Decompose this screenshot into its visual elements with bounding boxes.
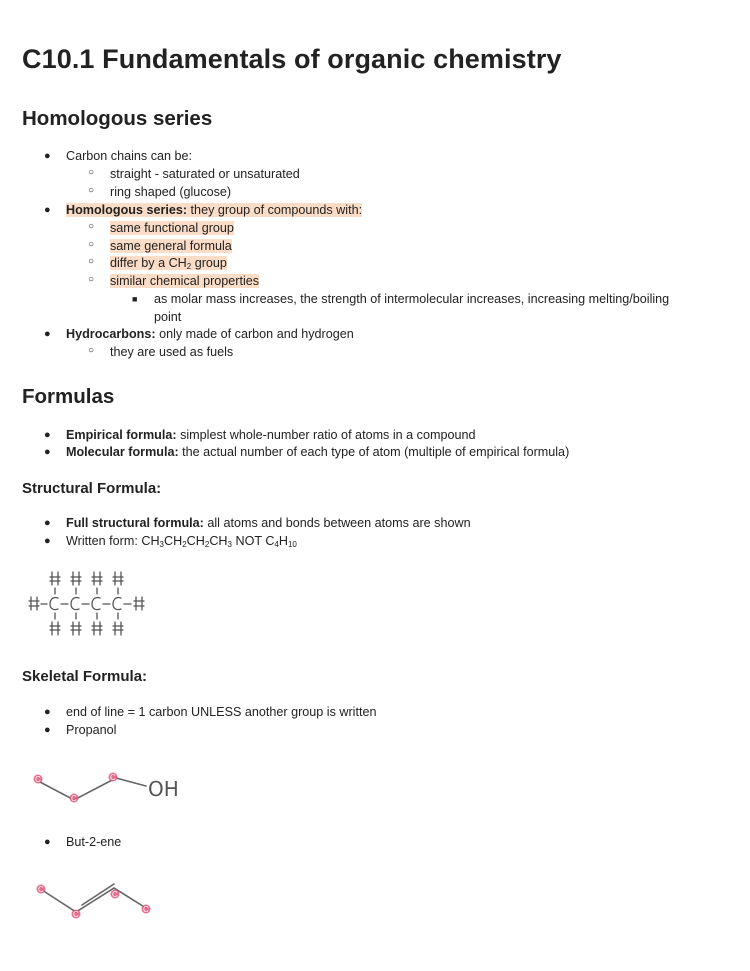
bullet-icon: ● — [44, 535, 51, 547]
formulas-heading: Formulas — [22, 385, 115, 408]
hollow-bullet-icon: ○ — [88, 167, 95, 178]
carbon-label: C — [110, 773, 116, 782]
list-item: ● Empirical formula: simplest whole-number ratio of atoms in a compound — [44, 428, 476, 442]
bullet-icon: ● — [44, 204, 51, 216]
skeletal-formula-heading: Skeletal Formula: — [22, 668, 148, 685]
list-item: ○ same functional group — [88, 221, 234, 235]
bullet-icon: ● — [44, 706, 51, 718]
list-item: ○ similar chemical properties — [88, 274, 260, 288]
list-item — [88, 255, 227, 271]
list-item: ● Molecular formula: the actual number of each type of atom (multiple of empirical formula) — [44, 445, 570, 459]
list-item: ● Hydrocarbons: only made of carbon and hydrogen — [44, 327, 354, 341]
carbon-label: C — [112, 890, 118, 899]
square-bullet-icon: ■ — [132, 294, 138, 304]
hollow-bullet-icon: ○ — [88, 274, 95, 285]
bullet-icon: ● — [44, 724, 51, 736]
page-title: C10.1 Fundamentals of organic chemistry — [22, 44, 562, 74]
list-item: ○ same general formula — [88, 239, 232, 253]
list-item-continuation: point — [154, 310, 182, 324]
butane-structural-drawing — [28, 568, 158, 640]
bullet-icon: ● — [44, 150, 51, 162]
bullet-icon: ● — [44, 328, 51, 340]
list-item: ● end of line = 1 carbon UNLESS another group is written — [44, 705, 377, 719]
bullet-icon: ● — [44, 836, 51, 848]
list-item: ■ as molar mass increases, the strength of intermolecular increases, increasing melting/boiling — [132, 292, 670, 306]
carbon-label: C — [35, 775, 41, 784]
bullet-icon: ● — [44, 517, 51, 529]
carbon-label: C — [71, 794, 77, 803]
bullet-icon: ● — [44, 429, 51, 441]
hollow-bullet-icon: ○ — [88, 185, 95, 196]
hydroxyl-label: OH — [148, 777, 179, 801]
propanol-skeletal-drawing — [28, 766, 188, 810]
list-item: ● Carbon chains can be: — [44, 149, 193, 163]
list-item: ● But-2-ene — [44, 835, 122, 849]
list-item: ○ they are used as fuels — [88, 345, 234, 359]
highlighted-text: differ by a $CH_2$ group — [110, 256, 227, 271]
carbon-label: C — [73, 910, 79, 919]
highlighted-text: Homologous series: they group of compounds with: — [66, 203, 363, 217]
list-item: ● Full structural formula: all atoms and bonds between atoms are shown — [44, 516, 471, 530]
hollow-bullet-icon: ○ — [88, 345, 95, 356]
middle-row — [29, 597, 144, 610]
list-item — [44, 202, 363, 218]
bottom-hydrogens — [50, 622, 123, 635]
list-item: ● Written form: $CH_3CH_2CH_2CH_3$ NOT $C_4H_{10}$ — [44, 534, 297, 549]
but-2-ene-skeletal-drawing — [28, 874, 168, 926]
hollow-bullet-icon: ○ — [88, 239, 95, 250]
written-form-formula: $CH_3CH_2CH_2CH_3$ NOT $C_4H_{10}$ — [141, 534, 297, 549]
top-hydrogens — [50, 572, 123, 585]
hollow-bullet-icon: ○ — [88, 221, 95, 232]
hollow-bullet-icon: ○ — [88, 256, 95, 267]
list-item: ● Propanol — [44, 723, 117, 737]
carbon-label: C — [38, 885, 44, 894]
bullet-icon: ● — [44, 446, 51, 458]
carbon-label: C — [143, 905, 149, 914]
structural-formula-heading: Structural Formula: — [22, 480, 162, 497]
list-item: ○ straight - saturated or unsaturated — [88, 167, 300, 181]
list-item: ○ ring shaped (glucose) — [88, 185, 232, 199]
homologous-series-heading: Homologous series — [22, 107, 213, 130]
